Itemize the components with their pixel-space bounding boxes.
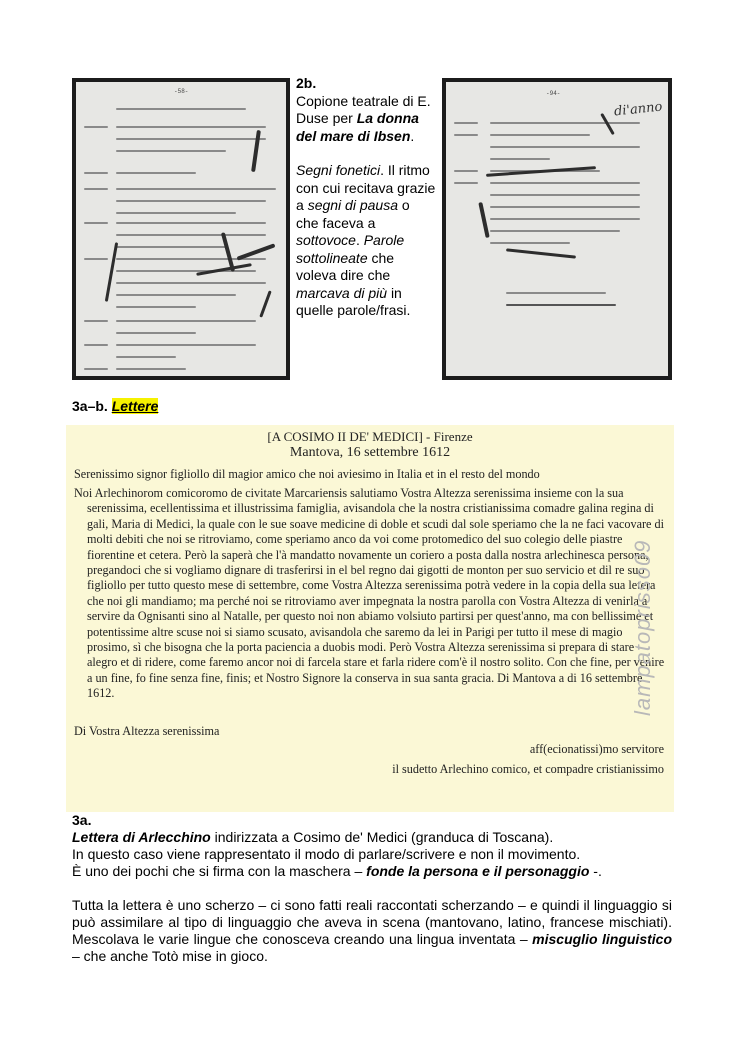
section-title: Lettere xyxy=(111,398,159,414)
typed-line xyxy=(490,230,620,232)
typed-line xyxy=(490,206,640,208)
typed-line xyxy=(84,222,108,224)
typed-line xyxy=(490,182,640,184)
letter-transcription xyxy=(66,425,674,812)
pen-mark xyxy=(478,202,489,238)
script-photo-right xyxy=(442,78,672,380)
pen-mark xyxy=(506,248,576,258)
typed-line xyxy=(116,108,246,110)
typed-line xyxy=(116,138,266,140)
typed-line xyxy=(116,172,196,174)
typed-line xyxy=(490,158,550,160)
section-heading: 3a–b. Lettere xyxy=(72,398,159,414)
photo-caption xyxy=(296,75,436,320)
typed-line xyxy=(454,170,478,172)
typed-line xyxy=(116,126,266,128)
typed-line xyxy=(506,292,606,294)
typed-line xyxy=(116,150,226,152)
caption-paragraph-1: Copione teatrale di E. Duse per La donna del mare di Ibsen. xyxy=(296,92,431,144)
typed-line xyxy=(116,234,266,236)
typed-line xyxy=(116,306,196,308)
typed-line xyxy=(84,126,108,128)
notes-section xyxy=(72,812,672,965)
letter-title-line-2: Mantova, 16 settembre 1612 xyxy=(289,445,451,460)
separator-line xyxy=(506,304,616,306)
typed-line xyxy=(116,246,226,248)
letter-closing-right-1: aff(ecionatissi)mo servitore xyxy=(529,742,664,756)
typed-line xyxy=(490,146,640,148)
notes-line-3: È uno dei pochi che si firma con la maschera – fonde la persona e il personaggio -. xyxy=(72,863,602,879)
pen-mark xyxy=(251,130,261,172)
letter-salutation: Serenissimo signor figliollo dil magior amico che noi aviesimo in Italia et in el resto del mondo xyxy=(74,467,540,481)
script-photo-left xyxy=(72,78,290,380)
letter-closing-right-2: il sudetto Arlechino comico, et compadre cristianissimo xyxy=(392,762,664,776)
typed-line xyxy=(490,242,570,244)
typed-line xyxy=(490,134,590,136)
pen-mark xyxy=(259,290,271,317)
watermark: lampatoprisso09 xyxy=(630,539,655,716)
typed-line xyxy=(116,212,236,214)
typed-line xyxy=(490,122,640,124)
typed-line xyxy=(116,188,276,190)
typed-line xyxy=(116,270,256,272)
caption-paragraph-2: Segni fonetici. Il ritmo con cui recitava grazie a segni di pausa o che faceva a sottovoce. Parole sottolineate che voleva dire che marcava di più in quelle parole/frasi. xyxy=(296,162,436,318)
letter-closing-left: Di Vostra Altezza serenissima xyxy=(74,724,220,738)
typed-line xyxy=(490,194,640,196)
typed-line xyxy=(84,258,108,260)
letter-title-line-1: [A COSIMO II DE' MEDICI] - Firenze xyxy=(267,429,473,444)
page-number: -58- xyxy=(174,88,189,95)
caption-heading: 2b. xyxy=(296,75,317,91)
typed-line xyxy=(84,344,108,346)
pen-mark xyxy=(105,242,118,302)
typed-line xyxy=(116,200,266,202)
typed-line xyxy=(116,332,196,334)
typed-line xyxy=(84,172,108,174)
typed-line xyxy=(116,320,256,322)
typed-line xyxy=(116,368,186,370)
typed-line xyxy=(454,182,478,184)
letter-body: Noi Arlechinorom comicoromo de civitate Marcariensis salutiamo Vostra Altezza serenissima insieme con la sua serenissima, ecellentissima et illustrissima famiglia, avisandola che la nostra cristianissima comadre galina regina di gali, Maria di Medici, la quale con le sue soave medicine di doble et scudi dal sole speriamo che la ne faci vacovare di molti debiti che noi se ritroviamo, come speriamo anco da voi come protomedico del suo colegio delle piastre fiorentine et cetera. Però la saperà che l'à mandatto novamente un coriero a posta dalla nostra arlechinesca persona, pregandoci che si vogliamo dignare di trasferirsi in el bel regno dai gigotti de monton per suo servicio et dil re suo figliollo per tutto questo mese di settembre, come Vostra Altezza serenissima potrà vedere in la copia della sua letera che noi gli mandiamo; ma perché noi se ritroviamo aver impegnata la nostra parolla con Vostra Altezza di venirla a servire da Ognisanti sino al Natalle, per questo noi non abiamo volsiuto partirsi per quest'anno, ma con bellissime et potentissime altre scuse noi si siamo scusato, avisandola che saremo da lei in Parigi per tutto il mese di magio prosimo, sì che bisogna che la porta paciencia a duobis modi. Però Vostra Altezza serenissima si prepara di stare alegro et di ridere, come faremo ancor noi di farcela stare et farla ridere com'è il nostro solito. Con che fine, per venire a un fine, fo fine senza fine, finis; et Nostro Signore la conserva in sua santa gracia. Di Mantova a di 16 settembre 1612. xyxy=(74,486,665,701)
notes-heading: 3a. xyxy=(72,812,92,828)
page-number: -94- xyxy=(546,90,561,97)
typed-line xyxy=(116,222,266,224)
typed-line xyxy=(454,134,478,136)
pen-mark xyxy=(600,113,615,135)
notes-line-2: In questo caso viene rappresentato il modo di parlare/scrivere e non il movimento. xyxy=(72,846,581,862)
handwritten-scribble: di'anno xyxy=(613,99,664,120)
typed-line xyxy=(84,368,108,370)
typed-line xyxy=(490,218,640,220)
typed-line xyxy=(116,294,236,296)
typed-line xyxy=(116,282,266,284)
typed-line xyxy=(116,344,256,346)
typed-line xyxy=(84,188,108,190)
notes-paragraph: Tutta la lettera è uno scherzo – ci sono fatti reali raccontati scherzando – e quindi il linguaggio si può assimilare al tipo di linguaggio che aveva in scena (mantovano, latino, francese mischiati). Mescolava le varie lingue che conosceva creando una lingua inventata – miscuglio linguistico – che anche Totò mise in gioco. xyxy=(72,897,672,964)
notes-line-1: Lettera di Arlecchino indirizzata a Cosimo de' Medici (granduca di Toscana). xyxy=(72,829,554,845)
typed-line xyxy=(84,320,108,322)
typed-line xyxy=(116,356,176,358)
typed-line xyxy=(454,122,478,124)
